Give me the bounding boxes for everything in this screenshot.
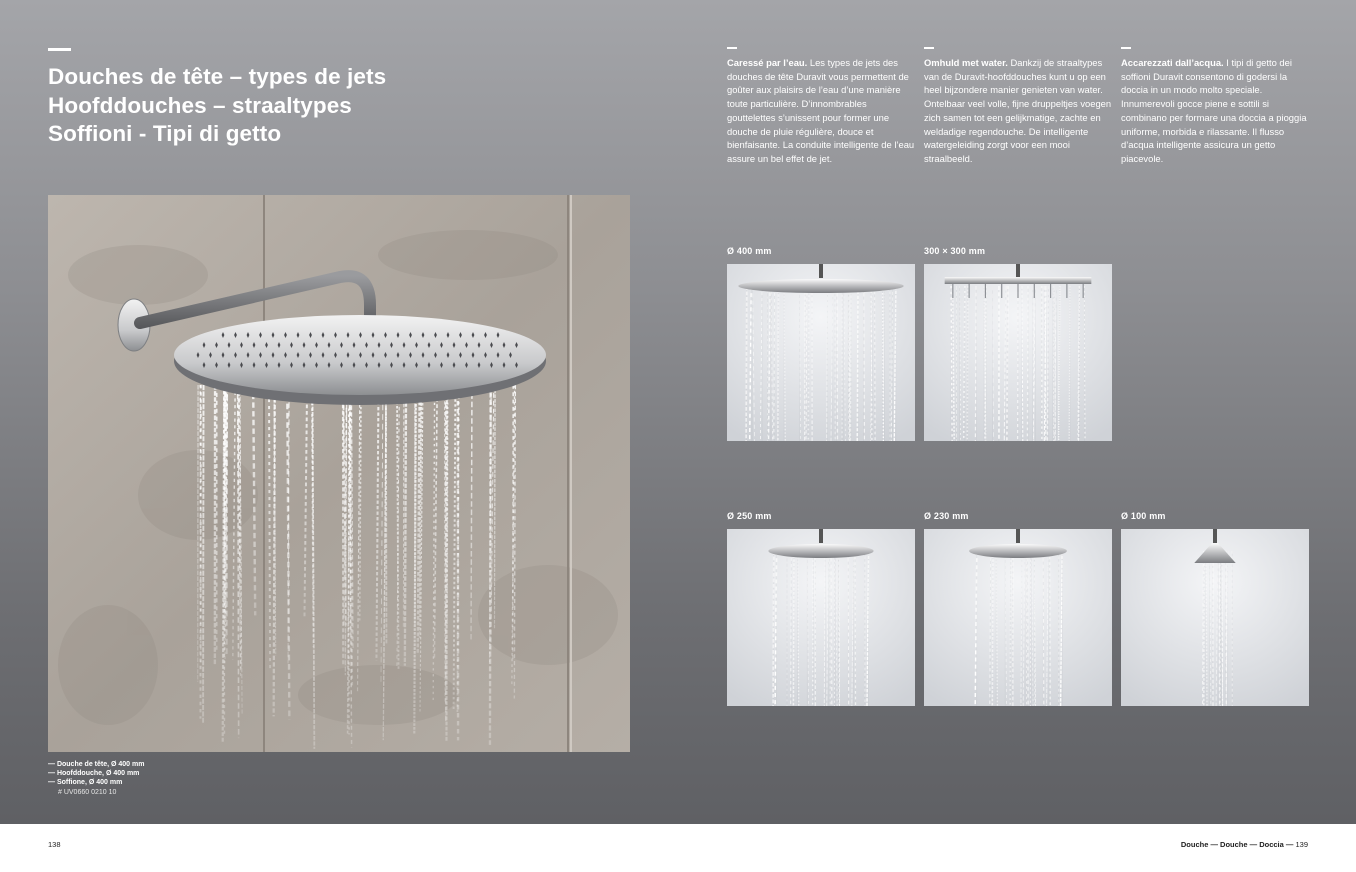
column-body-fr: Les types de jets des douches de tête Duravit vous permettent de goûter aux plaisirs de l’eau d’une manière toute particulière. D’innombrables gouttelettes s’unissent pour former une douche de pluie régulière, douce et bienfaisante. La conduite intelligente de l’eau assure un bel effet de jet. [727, 57, 915, 164]
page-title [48, 63, 386, 149]
footer-right [1181, 840, 1308, 849]
page-number-right: 139 [1295, 840, 1308, 849]
thumb-230mm [924, 529, 1112, 706]
thumb-300x300mm [924, 264, 1112, 441]
shower-head-round-medium-icon [924, 529, 1112, 706]
text-column-nl [924, 56, 1112, 166]
column-dash-nl [924, 47, 934, 49]
page-number-left: 138 [48, 840, 61, 849]
thumb-100mm [1121, 529, 1309, 706]
main-photo-caption [48, 760, 144, 797]
thumb-label-300x300: 300 × 300 mm [924, 246, 986, 256]
column-lead-fr: Caressé par l’eau. [727, 57, 810, 68]
shower-head-round-large-icon [727, 264, 915, 441]
title-line-fr: Douches de tête – types de jets [48, 64, 387, 89]
thumb-label-230: Ø 230 mm [924, 511, 969, 521]
column-body-nl: Dankzij de straaltypes van de Duravit-hoofddouches kunt u op een heel bijzondere manier genieten van water. Ontelbaar veel volle, fijne druppeltjes voegen zich samen tot een gelijkmatige, zachte en weldadige regendouche. De intelligente watergeleiding zorgt voor een mooi straalbeeld. [924, 57, 1112, 164]
text-column-fr [727, 56, 915, 166]
article-number: # UV0660 0210 10 [58, 788, 117, 796]
main-shower-photo [48, 195, 630, 752]
title-line-it: Soffioni - Tipi di getto [48, 121, 282, 147]
column-lead-it: Accarezzati dall’acqua. [1121, 57, 1227, 68]
column-lead-nl: Omhuld met water. [924, 57, 1011, 68]
title-line-nl: Hoofddouches – straaltypes [48, 92, 352, 118]
column-dash-it [1121, 47, 1131, 49]
shower-head-round-medium-icon [727, 529, 915, 706]
column-body-it: I tipi di getto dei soffioni Duravit consentono di godersi la doccia in un modo molto speciale. Innumerevoli gocce piene e sottili si combinano per formare una doccia a pioggia uniforme, morbida e rilassante. Il flusso d’acqua intelligente assicura un getto piacevole. [1121, 57, 1307, 164]
round-rain-shower-head-photo-icon [48, 195, 630, 752]
shower-head-square-icon [924, 264, 1112, 441]
caption-line-fr: — Douche de tête, Ø 400 mm [48, 761, 145, 768]
thumb-label-100: Ø 100 mm [1121, 511, 1166, 521]
title-dash [48, 48, 71, 51]
thumb-label-400: Ø 400 mm [727, 246, 772, 256]
thumb-250mm [727, 529, 915, 706]
thumb-label-250: Ø 250 mm [727, 511, 772, 521]
text-column-it [1121, 56, 1309, 166]
footer-section: Douche — Douche — Doccia — [1180, 840, 1294, 849]
thumb-400mm [727, 264, 915, 441]
caption-line-it: — Soffione, Ø 400 mm [48, 779, 123, 787]
shower-head-round-small-icon [1121, 529, 1309, 706]
caption-line-nl: — Hoofddouche, Ø 400 mm [48, 770, 140, 778]
column-dash-fr [727, 47, 737, 49]
